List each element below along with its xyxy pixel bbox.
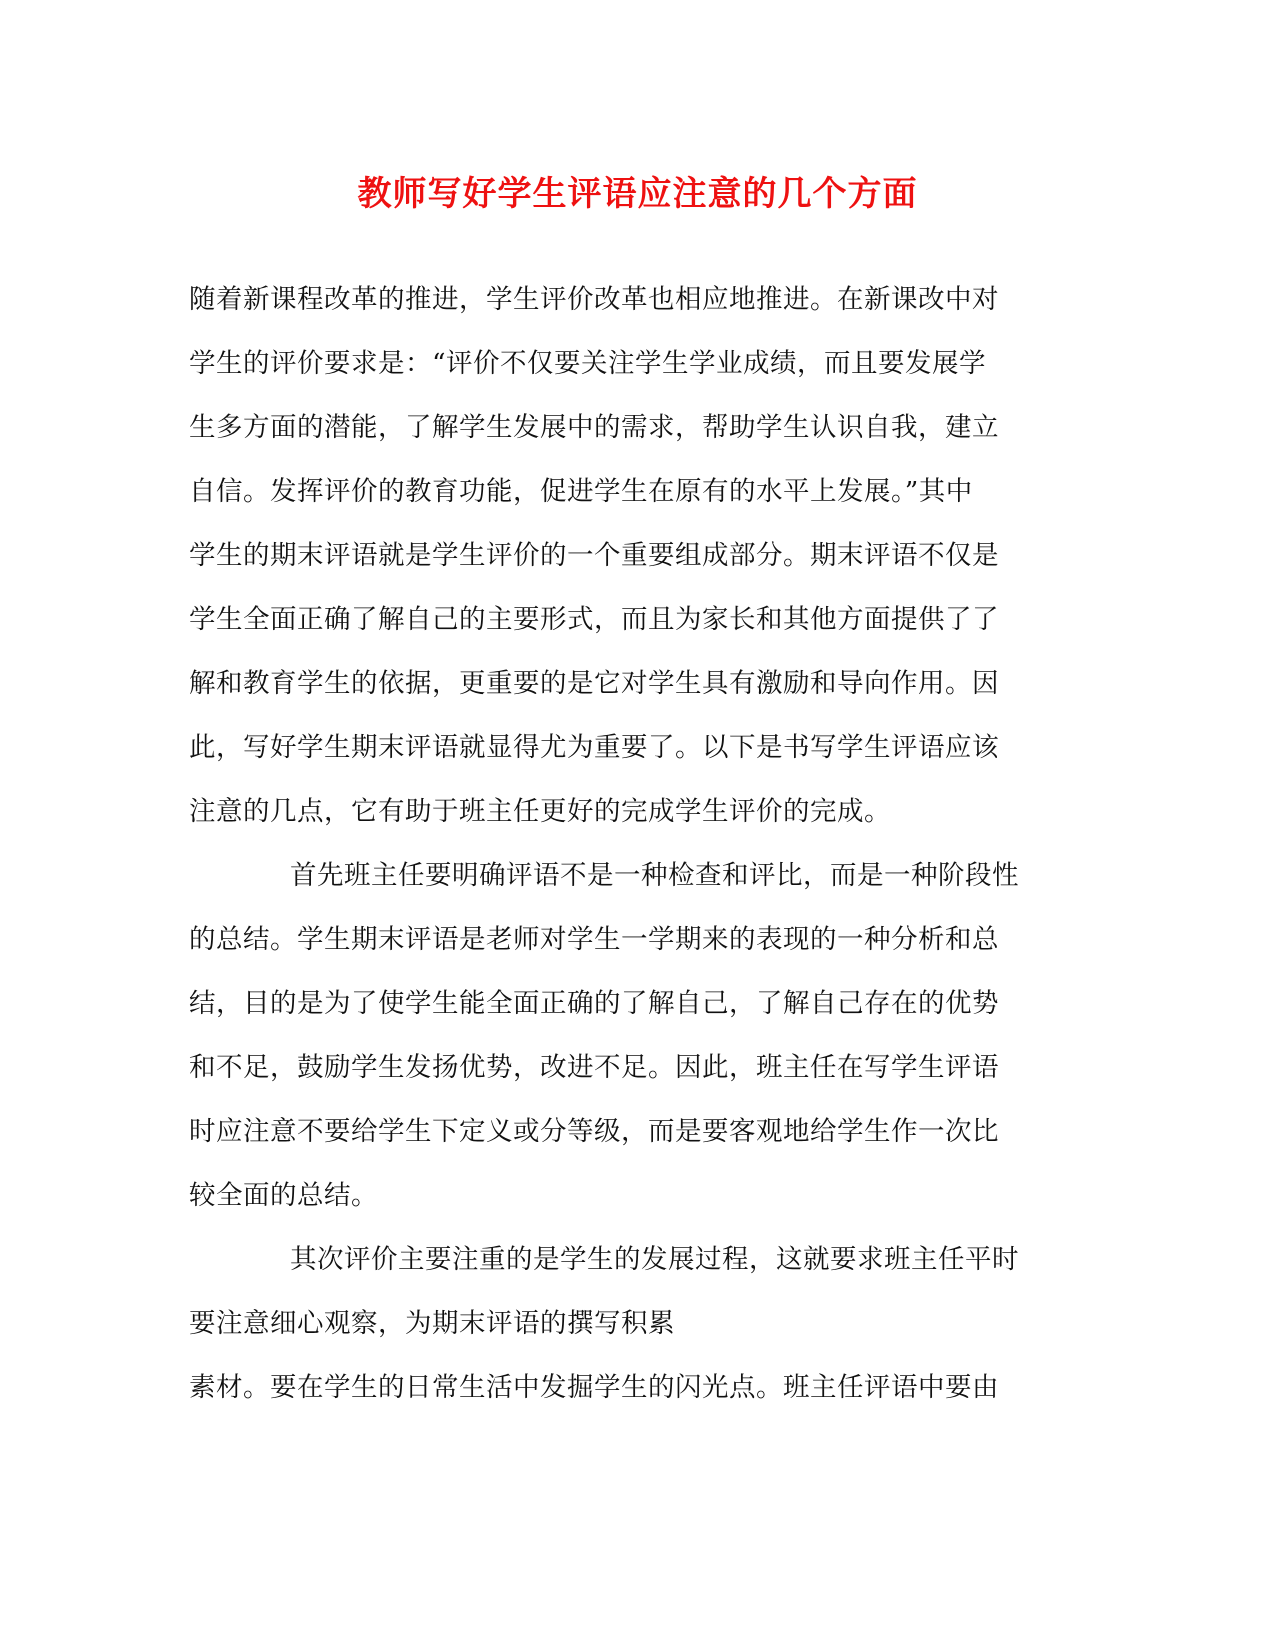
paragraph-first-line: 其次评价主要注重的是学生的发展过程，这就要求班主任平时 (290, 1244, 1019, 1275)
text-line: 随着新课程改革的推进，学生评价改革也相应地推进。在新课改中对 (189, 284, 999, 315)
text-line: 学生的评价要求是：“评价不仅要关注学生学业成绩，而且要发展学 (189, 348, 987, 379)
text-line: 此，写好学生期末评语就显得尤为重要了。以下是书写学生评语应该 (189, 732, 999, 763)
text-line: 结，目的是为了使学生能全面正确的了解自己，了解自己存在的优势 (189, 988, 999, 1019)
text-line: 和不足，鼓励学生发扬优势，改进不足。因此，班主任在写学生评语 (189, 1052, 999, 1083)
text-line: 较全面的总结。 (189, 1180, 378, 1211)
document-title: 教师写好学生评语应注意的几个方面 (357, 174, 918, 214)
text-line: 时应注意不要给学生下定义或分等级，而是要客观地给学生作一次比 (189, 1116, 999, 1147)
text-line: 学生的期末评语就是学生评价的一个重要组成部分。期末评语不仅是 (189, 540, 999, 571)
text-line: 注意的几点，它有助于班主任更好的完成学生评价的完成。 (189, 796, 891, 827)
text-line: 要注意细心观察，为期末评语的撰写积累 (189, 1308, 675, 1339)
text-line: 素材。要在学生的日常生活中发掘学生的闪光点。班主任评语中要由 (189, 1372, 999, 1403)
text-line: 生多方面的潜能，了解学生发展中的需求，帮助学生认识自我，建立 (189, 412, 999, 443)
paragraph-first-line: 首先班主任要明确评语不是一种检查和评比，而是一种阶段性 (290, 860, 1019, 891)
text-line: 解和教育学生的依据，更重要的是它对学生具有激励和导向作用。因 (189, 668, 999, 699)
text-line: 的总结。学生期末评语是老师对学生一学期来的表现的一种分析和总 (189, 924, 999, 955)
text-line: 自信。发挥评价的教育功能，促进学生在原有的水平上发展。”其中 (189, 476, 973, 507)
text-line: 学生全面正确了解自己的主要形式，而且为家长和其他方面提供了了 (189, 604, 999, 635)
